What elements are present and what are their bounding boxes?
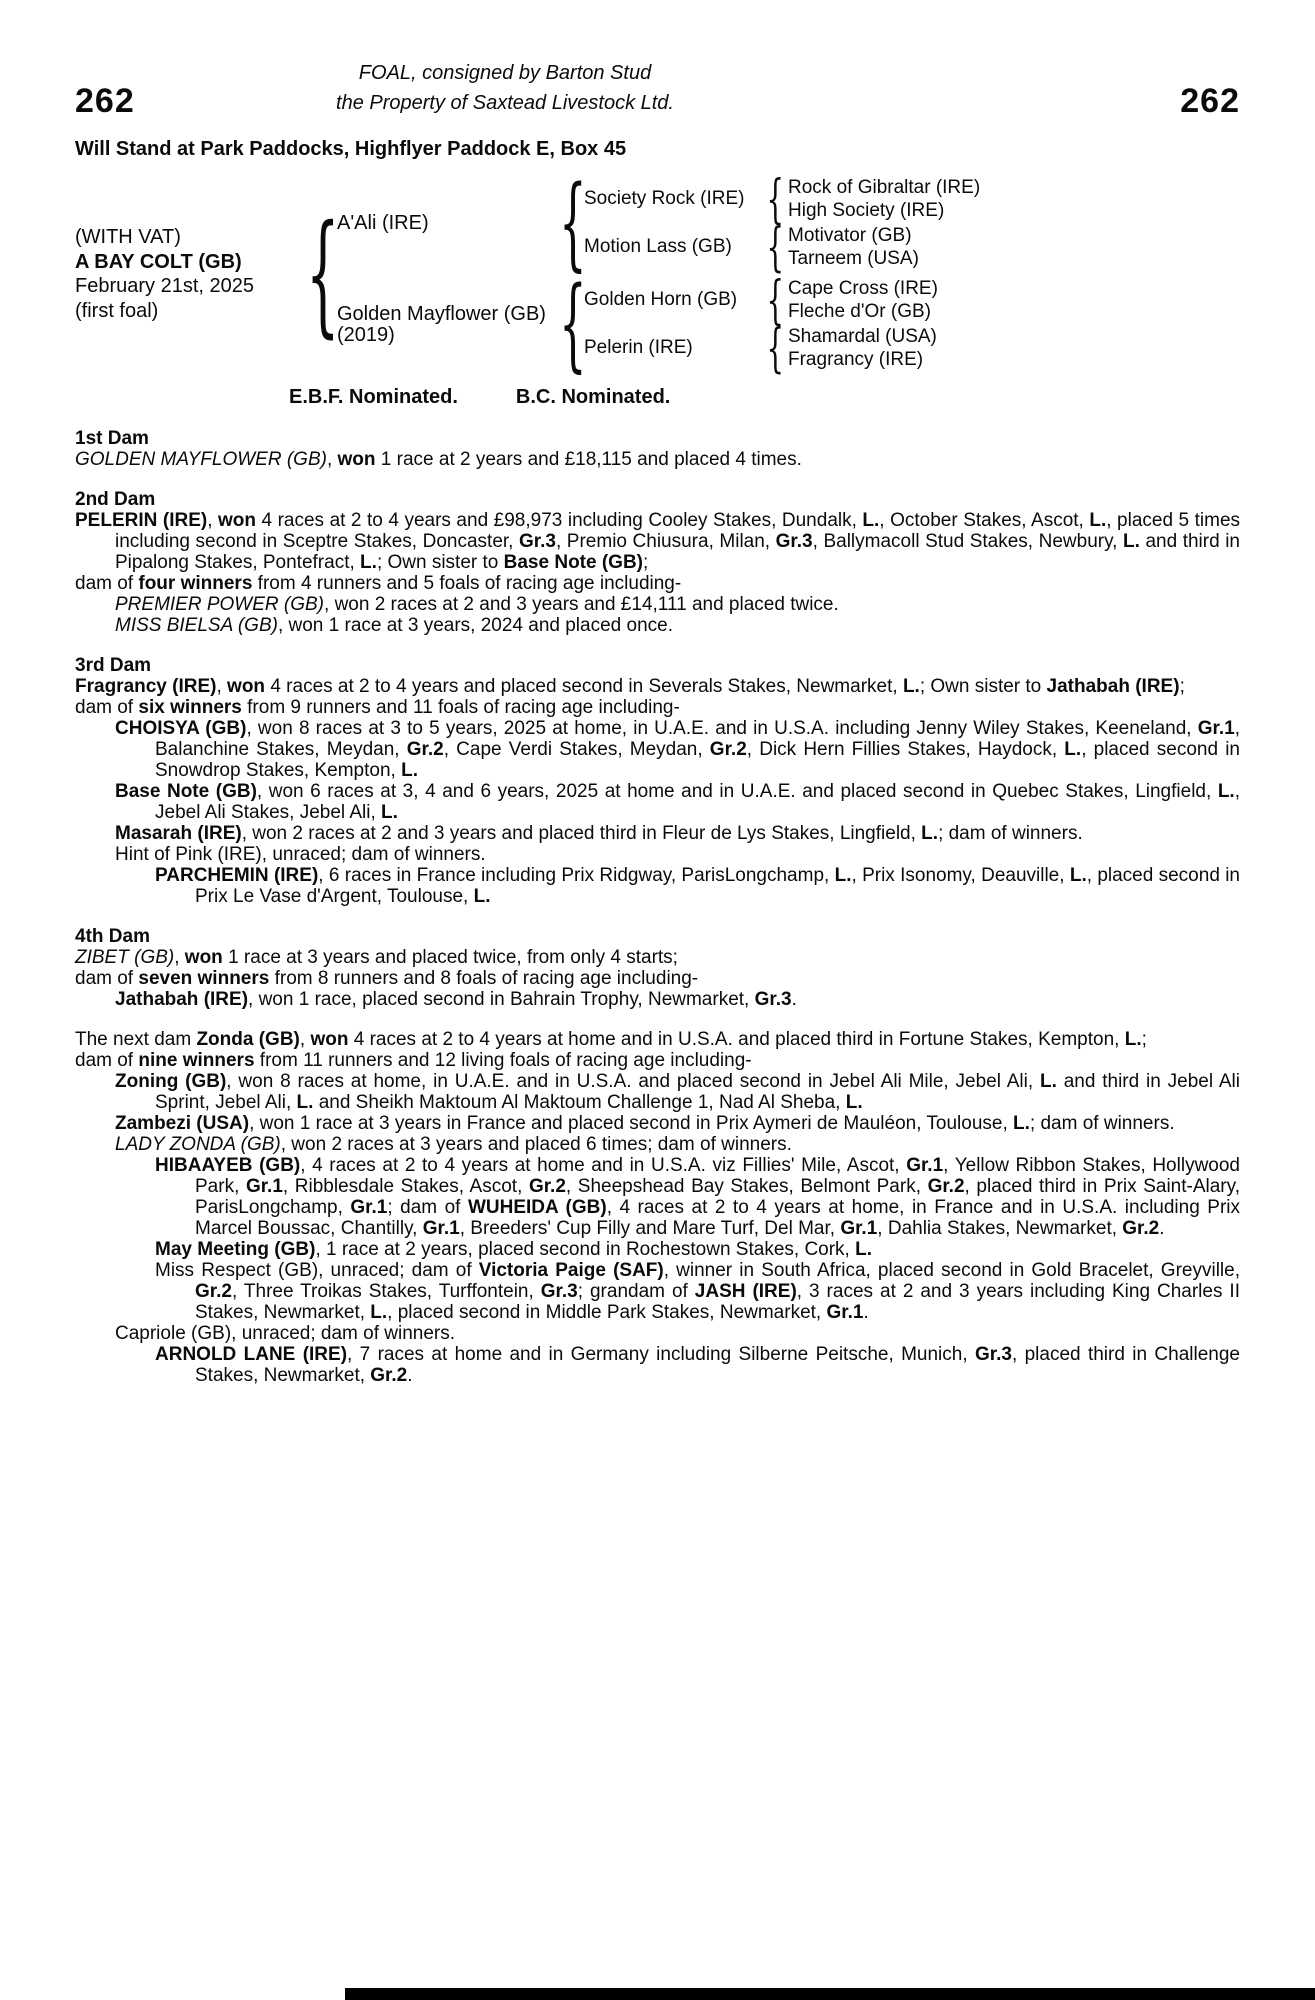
great-grandsire-name: Rock of Gibraltar (IRE) bbox=[788, 177, 981, 198]
nominations-row bbox=[75, 386, 1240, 409]
dam-grandparents bbox=[584, 269, 938, 379]
sire-sire-branch bbox=[584, 168, 981, 230]
great-granddam-name: High Society (IRE) bbox=[788, 199, 945, 221]
consignor-line: FOAL, consigned by Barton Stud bbox=[358, 62, 652, 84]
pedigree-brace-sire: { bbox=[559, 163, 587, 282]
catalogue-paragraph: Hint of Pink (IRE), unraced; dam of winners. bbox=[115, 844, 486, 865]
catalogue-paragraph: PREMIER POWER (GB), won 2 races at 2 and 3 years and £14,111 and placed twice. bbox=[115, 594, 839, 615]
vat-note: (WITH VAT) bbox=[75, 226, 181, 248]
section-heading: 4th Dam bbox=[75, 926, 150, 947]
stand-location-line: Will Stand at Park Paddocks, Highflyer Paddock E, Box 45 bbox=[75, 138, 627, 160]
dam-dam-branch bbox=[584, 317, 938, 379]
sire-dam-parents bbox=[788, 226, 919, 269]
dam-year: (2019) bbox=[337, 323, 395, 346]
sire-sire-parents bbox=[788, 178, 980, 221]
dam-dam-name: Pelerin (IRE) bbox=[584, 337, 693, 359]
lot-number-left: 262 bbox=[75, 82, 135, 120]
sire-dam-name: Motion Lass (GB) bbox=[584, 236, 732, 258]
page-header bbox=[75, 0, 1240, 168]
property-line: the Property of Saxtead Livestock Ltd. bbox=[336, 92, 674, 114]
catalogue-paragraph: Masarah (IRE), won 2 races at 2 and 3 years and placed third in Fleur de Lys Stakes, Lingfield, L.; dam of winners. bbox=[115, 823, 1083, 844]
dam-name-text: Golden Mayflower (GB) bbox=[337, 303, 546, 325]
catalogue-paragraph: HIBAAYEB (GB), 4 races at 2 to 4 years at home and in U.S.A. viz Fillies' Mile, Ascot, Gr.1, Yellow Ribbon Stakes, Hollywood Park, Gr.1, Ribblesdale Stakes, Ascot, Gr.2, Sheepshead Bay Stakes, Belmont Park, Gr.2, placed third in Prix Saint-Alary, ParisLongchamp, Gr.1; dam of WUHEIDA (GB), 4 races at 2 to 4 years at home, in France and in U.S.A. including Prix Marcel Boussac, Chantilly, Gr.1, Breeders' Cup Filly and Mare Turf, Del Mar, Gr.1, Dahlia Stakes, Newmarket, Gr.2. bbox=[155, 1155, 1240, 1239]
pedigree-brace-sire-dam: { bbox=[766, 216, 784, 278]
pedigree-brace-dam-sire: { bbox=[766, 269, 784, 331]
pedigree-text-section bbox=[75, 489, 1240, 636]
dam-sire-branch bbox=[584, 269, 938, 331]
catalogue-paragraph: Base Note (GB), won 6 races at 3, 4 and 6 years, 2025 at home and in U.A.E. and placed second in Quebec Stakes, Lingfield, L., Jebel Ali Stakes, Jebel Ali, L. bbox=[115, 781, 1240, 823]
pedigree-brace-root: { bbox=[306, 196, 340, 351]
catalogue-paragraph: CHOISYA (GB), won 8 races at 3 to 5 years, 2025 at home, in U.A.E. and in U.S.A. including Jenny Wiley Stakes, Keeneland, Gr.1, Balanchine Stakes, Meydan, Gr.2, Cape Verdi Stakes, Meydan, Gr.2, Dick Hern Fillies Stakes, Haydock, L., placed second in Snowdrop Stakes, Kempton, L. bbox=[115, 718, 1240, 781]
catalogue-paragraph: dam of four winners from 4 runners and 5 foals of racing age including- bbox=[75, 573, 682, 594]
section-heading: 2nd Dam bbox=[75, 489, 156, 510]
catalogue-paragraph: LADY ZONDA (GB), won 2 races at 3 years and placed 6 times; dam of winners. bbox=[115, 1134, 792, 1155]
catalogue-paragraph: PELERIN (IRE), won 4 races at 2 to 4 years and £98,973 including Cooley Stakes, Dundalk, L., October Stakes, Ascot, L., placed 5 times including second in Sceptre Stakes, Doncaster, Gr.3, Premio Chiusura, Milan, Gr.3, Ballymacoll Stud Stakes, Newbury, L. and third in Pipalong Stakes, Pontefract, L.; Own sister to Base Note (GB); bbox=[75, 510, 1241, 573]
pedigree-brace-dam-dam: { bbox=[766, 317, 784, 379]
catalogue-paragraph: dam of nine winners from 11 runners and 12 living foals of racing age including- bbox=[75, 1050, 752, 1071]
catalogue-paragraph: dam of seven winners from 8 runners and 8 foals of racing age including- bbox=[75, 968, 699, 989]
pedigree-brace-sire-sire: { bbox=[766, 168, 784, 230]
animal-foaling-date: February 21st, 2025 bbox=[75, 275, 254, 297]
catalogue-paragraph: dam of six winners from 9 runners and 11 foals of racing age including- bbox=[75, 697, 680, 718]
catalogue-paragraph: Miss Respect (GB), unraced; dam of Victoria Paige (SAF), winner in South Africa, placed second in Gold Bracelet, Greyville, Gr.2, Three Troikas Stakes, Turffontein, Gr.3; grandam of JASH (IRE), 3 races at 2 and 3 years including King Charles II Stakes, Newmarket, L., placed second in Middle Park Stakes, Newmarket, Gr.1. bbox=[155, 1260, 1240, 1323]
catalogue-paragraph: GOLDEN MAYFLOWER (GB), won 1 race at 2 years and £18,115 and placed 4 times. bbox=[75, 449, 802, 470]
sire-sire-name: Society Rock (IRE) bbox=[584, 188, 745, 210]
sire-grandparents bbox=[584, 168, 981, 278]
catalogue-paragraph: Zoning (GB), won 8 races at home, in U.A.E. and in U.S.A. and placed second in Jebel Ali Mile, Jebel Ali, L. and third in Jebel Ali Sprint, Jebel Ali, L. and Sheikh Maktoum Al Maktoum Challenge 1, Nad Al Sheba, L. bbox=[115, 1071, 1240, 1113]
catalogue-paragraph: PARCHEMIN (IRE), 6 races in France including Prix Ridgway, ParisLongchamp, L., Prix Isonomy, Deauville, L., placed second in Prix Le Vase d'Argent, Toulouse, L. bbox=[155, 865, 1240, 907]
sire-branch bbox=[337, 163, 981, 282]
great-grandsire-name: Motivator (GB) bbox=[788, 225, 912, 246]
catalogue-paragraph: Jathabah (IRE), won 1 race, placed second in Bahrain Trophy, Newmarket, Gr.3. bbox=[115, 989, 797, 1010]
great-grandsire-name: Cape Cross (IRE) bbox=[788, 278, 938, 299]
catalogue-paragraph: Fragrancy (IRE), won 4 races at 2 to 4 years and placed second in Severals Stakes, Newmarket, L.; Own sister to Jathabah (IRE); bbox=[75, 676, 1185, 697]
pedigree-text-section bbox=[75, 1029, 1240, 1386]
scan-artifact-bar bbox=[345, 1988, 1315, 2000]
dam-sire-name: Golden Horn (GB) bbox=[584, 289, 738, 311]
catalogue-body bbox=[75, 428, 1240, 1386]
catalogue-paragraph: ARNOLD LANE (IRE), 7 races at home and in Germany including Silberne Peitsche, Munich, Gr.3, placed third in Challenge Stakes, Newmarket, Gr.2. bbox=[155, 1344, 1240, 1386]
pedigree-text-section bbox=[75, 428, 1240, 470]
dam-dam-parents bbox=[788, 327, 937, 370]
dam-branch bbox=[337, 264, 980, 383]
sire-dam-branch bbox=[584, 216, 980, 278]
catalogue-paragraph: Zambezi (USA), won 1 race at 3 years in France and placed second in Prix Aymeri de Mauléon, Toulouse, L.; dam of winners. bbox=[115, 1113, 1175, 1134]
section-heading: 1st Dam bbox=[75, 428, 149, 449]
great-granddam-name: Fleche d'Or (GB) bbox=[788, 300, 931, 322]
pedigree-text-section bbox=[75, 655, 1240, 907]
great-granddam-name: Fragrancy (IRE) bbox=[788, 348, 924, 370]
animal-description: A BAY COLT (GB) bbox=[75, 250, 242, 273]
animal-foal-note: (first foal) bbox=[75, 299, 159, 322]
catalogue-paragraph: MISS BIELSA (GB), won 1 race at 3 years, 2024 and placed once. bbox=[115, 615, 673, 636]
catalogue-paragraph: May Meeting (GB), 1 race at 2 years, placed second in Rochestown Stakes, Cork, L. bbox=[155, 1239, 873, 1260]
sire-name: A'Ali (IRE) bbox=[337, 212, 429, 235]
great-granddam-name: Tarneem (USA) bbox=[788, 247, 919, 269]
pedigree-text-section bbox=[75, 926, 1240, 1010]
catalogue-paragraph: ZIBET (GB), won 1 race at 3 years and placed twice, from only 4 starts; bbox=[75, 947, 678, 968]
great-grandsire-name: Shamardal (USA) bbox=[788, 326, 937, 347]
animal-info bbox=[75, 225, 297, 323]
ebf-nomination: E.B.F. Nominated. bbox=[289, 386, 458, 408]
bc-nomination: B.C. Nominated. bbox=[515, 386, 671, 408]
pedigree-brace-dam: { bbox=[559, 264, 587, 383]
catalogue-paragraph: The next dam Zonda (GB), won 4 races at 2 to 4 years at home and in U.S.A. and placed third in Fortune Stakes, Kempton, L.; bbox=[75, 1029, 1147, 1050]
pedigree-parents bbox=[337, 163, 981, 383]
dam-name bbox=[337, 304, 552, 345]
lot-number-right: 262 bbox=[1180, 82, 1240, 120]
pedigree-table bbox=[75, 163, 1240, 383]
section-heading: 3rd Dam bbox=[75, 655, 152, 676]
catalogue-paragraph: Capriole (GB), unraced; dam of winners. bbox=[115, 1323, 456, 1344]
dam-sire-parents bbox=[788, 279, 938, 322]
